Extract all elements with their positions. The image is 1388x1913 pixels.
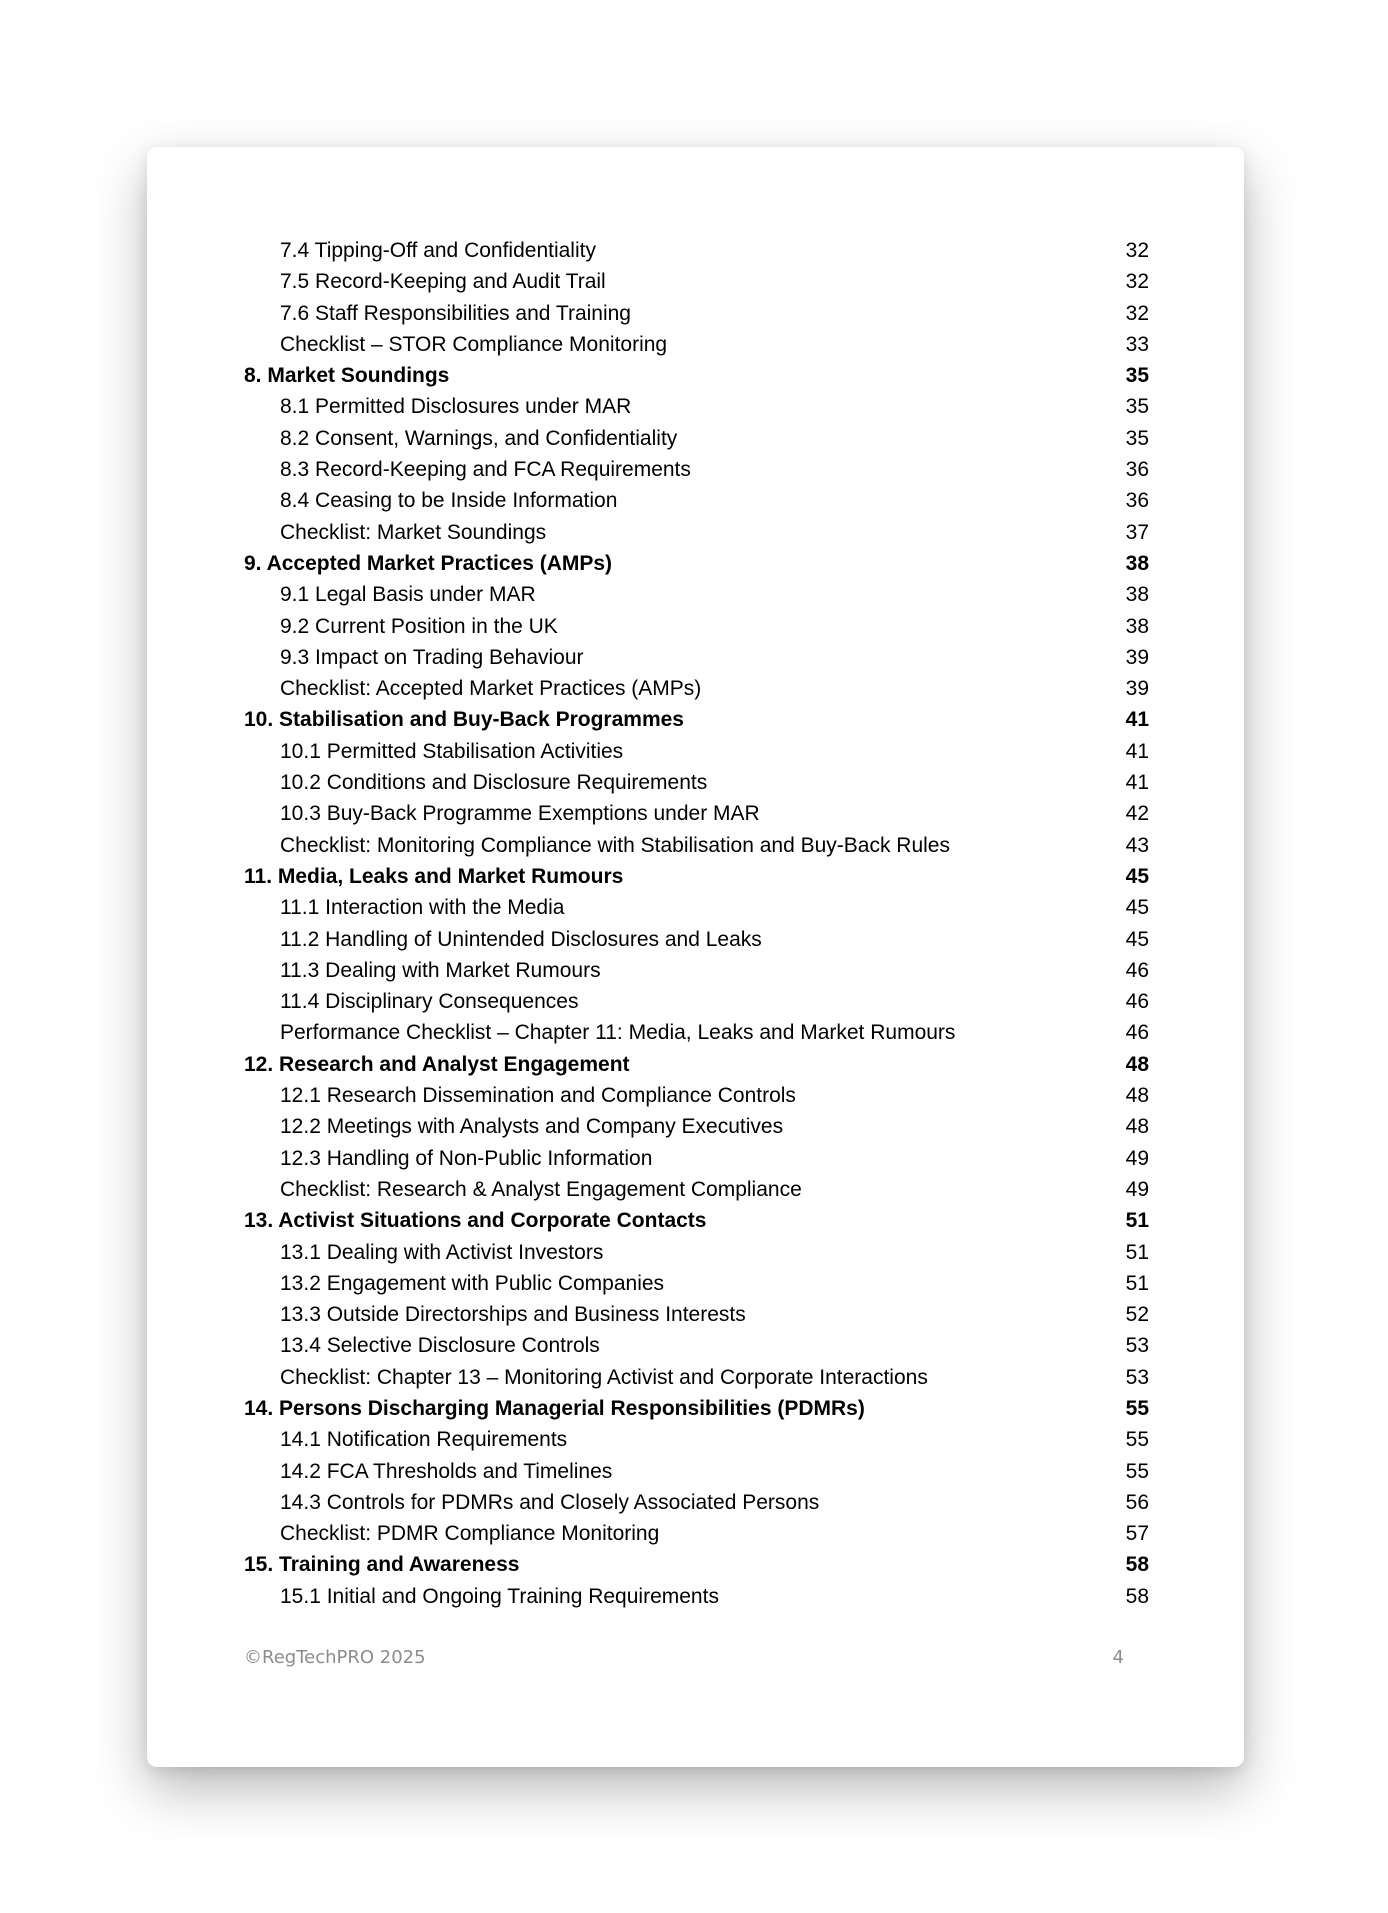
toc-entry-title: 7.4 Tipping-Off and Confidentiality xyxy=(280,239,596,262)
toc-section-entry[interactable] xyxy=(244,736,1149,767)
toc-entry-page-number: 51 xyxy=(1125,1271,1149,1295)
toc-entry-title: 13.3 Outside Directorships and Business Interests xyxy=(280,1303,746,1327)
toc-entry-title: 15.1 Initial and Ongoing Training Requirements xyxy=(280,1584,719,1608)
toc-entry-page-number: 55 xyxy=(1125,1428,1149,1452)
toc-chapter-entry[interactable] xyxy=(244,1549,1149,1580)
toc-entry-page-number: 32 xyxy=(1125,239,1149,262)
toc-entry-title: 10.2 Conditions and Disclosure Requirements xyxy=(280,771,708,795)
toc-entry-title: 11.3 Dealing with Market Rumours xyxy=(280,958,601,982)
toc-entry-page-number: 42 xyxy=(1125,802,1149,826)
toc-entry-title: 14.2 FCA Thresholds and Timelines xyxy=(280,1459,613,1483)
toc-entry-title: Checklist: PDMR Compliance Monitoring xyxy=(280,1522,660,1546)
toc-section-entry[interactable] xyxy=(244,329,1149,360)
toc-section-entry[interactable] xyxy=(244,517,1149,548)
toc-section-entry[interactable] xyxy=(244,1424,1149,1455)
toc-entry-title: 10. Stabilisation and Buy-Back Programmes xyxy=(244,708,684,732)
toc-entry-page-number: 41 xyxy=(1125,771,1149,795)
toc-entry-title: 8.2 Consent, Warnings, and Confidentiality xyxy=(280,426,678,450)
toc-section-entry[interactable] xyxy=(244,1143,1149,1174)
toc-entry-title: 11.2 Handling of Unintended Disclosures and Leaks xyxy=(280,927,762,951)
toc-section-entry[interactable] xyxy=(244,892,1149,923)
toc-entry-title: 8.4 Ceasing to be Inside Information xyxy=(280,489,618,513)
footer-page-number: 4 xyxy=(1112,1647,1124,1668)
toc-entry-title: 11. Media, Leaks and Market Rumours xyxy=(244,864,624,888)
toc-entry-page-number: 53 xyxy=(1125,1365,1149,1389)
toc-section-entry[interactable] xyxy=(244,1174,1149,1205)
toc-entry-title: Checklist: Market Soundings xyxy=(280,520,547,544)
toc-entry-title: 12.2 Meetings with Analysts and Company Executives xyxy=(280,1115,784,1139)
toc-section-entry[interactable] xyxy=(244,642,1149,673)
toc-chapter-entry[interactable] xyxy=(244,360,1149,391)
toc-entry-page-number: 35 xyxy=(1125,364,1149,388)
toc-section-entry[interactable] xyxy=(244,1487,1149,1518)
toc-section-entry[interactable] xyxy=(244,1362,1149,1393)
toc-chapter-entry[interactable] xyxy=(244,1049,1149,1080)
toc-entry-title: 14. Persons Discharging Managerial Responsibilities (PDMRs) xyxy=(244,1396,865,1420)
toc-entry-page-number: 48 xyxy=(1125,1084,1149,1108)
toc-entry-page-number: 46 xyxy=(1125,1021,1149,1045)
toc-section-entry[interactable] xyxy=(244,298,1149,329)
toc-entry-title: 7.6 Staff Responsibilities and Training xyxy=(280,301,631,325)
toc-section-entry[interactable] xyxy=(244,391,1149,422)
toc-entry-title: 9. Accepted Market Practices (AMPs) xyxy=(244,551,613,575)
toc-entry-page-number: 32 xyxy=(1125,270,1149,294)
toc-chapter-entry[interactable] xyxy=(244,548,1149,579)
toc-entry-page-number: 46 xyxy=(1125,958,1149,982)
toc-entry-title: Checklist: Monitoring Compliance with Stabilisation and Buy-Back Rules xyxy=(280,833,950,857)
toc-entry-title: 8.3 Record-Keeping and FCA Requirements xyxy=(280,458,691,482)
toc-section-entry[interactable] xyxy=(244,454,1149,485)
toc-section-entry[interactable] xyxy=(244,1237,1149,1268)
toc-entry-title: 13.1 Dealing with Activist Investors xyxy=(280,1240,604,1264)
toc-entry-page-number: 58 xyxy=(1125,1584,1149,1608)
toc-entry-page-number: 45 xyxy=(1125,927,1149,951)
toc-entry-page-number: 43 xyxy=(1125,833,1149,857)
toc-section-entry[interactable] xyxy=(244,1581,1149,1612)
toc-entry-page-number: 41 xyxy=(1125,708,1149,732)
toc-entry-page-number: 36 xyxy=(1125,489,1149,513)
document-page xyxy=(147,147,1244,1767)
toc-section-entry[interactable] xyxy=(244,767,1149,798)
toc-entry-title: 13. Activist Situations and Corporate Contacts xyxy=(244,1209,707,1233)
toc-section-entry[interactable] xyxy=(244,1111,1149,1142)
toc-entry-title: 11.1 Interaction with the Media xyxy=(280,896,565,920)
toc-entry-title: Checklist: Research & Analyst Engagement Compliance xyxy=(280,1177,802,1201)
toc-entry-page-number: 33 xyxy=(1125,332,1149,356)
toc-entry-title: Performance Checklist – Chapter 11: Media, Leaks and Market Rumours xyxy=(280,1021,956,1045)
toc-entry-title: 12.3 Handling of Non-Public Information xyxy=(280,1146,653,1170)
toc-entry-title: 12. Research and Analyst Engagement xyxy=(244,1052,630,1076)
toc-entry-page-number: 57 xyxy=(1125,1522,1149,1546)
toc-chapter-entry[interactable] xyxy=(244,1393,1149,1424)
toc-entry-page-number: 56 xyxy=(1125,1490,1149,1514)
toc-entry-page-number: 48 xyxy=(1125,1052,1149,1076)
toc-section-entry[interactable] xyxy=(244,1330,1149,1361)
toc-entry-title: Checklist: Chapter 13 – Monitoring Activist and Corporate Interactions xyxy=(280,1365,928,1389)
toc-section-entry[interactable] xyxy=(244,235,1149,266)
toc-section-entry[interactable] xyxy=(244,1080,1149,1111)
toc-entry-page-number: 51 xyxy=(1125,1240,1149,1264)
toc-entry-page-number: 41 xyxy=(1125,739,1149,763)
toc-entry-title: 8.1 Permitted Disclosures under MAR xyxy=(280,395,632,419)
footer-copyright: ©RegTechPRO 2025 xyxy=(244,1647,426,1668)
toc-entry-title: 11.4 Disciplinary Consequences xyxy=(280,990,579,1014)
toc-entry-page-number: 32 xyxy=(1125,301,1149,325)
toc-section-entry[interactable] xyxy=(244,266,1149,297)
toc-entry-page-number: 45 xyxy=(1125,864,1149,888)
toc-section-entry[interactable] xyxy=(244,423,1149,454)
table-of-contents xyxy=(244,235,1149,1612)
toc-entry-title: 13.2 Engagement with Public Companies xyxy=(280,1271,665,1295)
toc-entry-page-number: 49 xyxy=(1125,1146,1149,1170)
toc-section-entry[interactable] xyxy=(244,986,1149,1017)
toc-section-entry[interactable] xyxy=(244,611,1149,642)
toc-chapter-entry[interactable] xyxy=(244,861,1149,892)
toc-entry-title: 14.3 Controls for PDMRs and Closely Associated Persons xyxy=(280,1490,820,1514)
toc-entry-title: Checklist – STOR Compliance Monitoring xyxy=(280,332,668,356)
toc-entry-title: 10.3 Buy-Back Programme Exemptions under MAR xyxy=(280,802,760,826)
toc-section-entry[interactable] xyxy=(244,579,1149,610)
toc-entry-page-number: 37 xyxy=(1125,520,1149,544)
toc-section-entry[interactable] xyxy=(244,1518,1149,1549)
page-footer xyxy=(244,1647,1124,1677)
toc-section-entry[interactable] xyxy=(244,1299,1149,1330)
toc-section-entry[interactable] xyxy=(244,673,1149,704)
toc-section-entry[interactable] xyxy=(244,1268,1149,1299)
toc-section-entry[interactable] xyxy=(244,798,1149,829)
toc-entry-title: 15. Training and Awareness xyxy=(244,1553,520,1577)
toc-entry-page-number: 36 xyxy=(1125,458,1149,482)
toc-chapter-entry[interactable] xyxy=(244,1205,1149,1236)
toc-entry-page-number: 39 xyxy=(1125,645,1149,669)
toc-section-entry[interactable] xyxy=(244,1017,1149,1048)
toc-entry-title: 9.3 Impact on Trading Behaviour xyxy=(280,645,584,669)
toc-entry-page-number: 46 xyxy=(1125,990,1149,1014)
toc-entry-page-number: 51 xyxy=(1125,1209,1149,1233)
toc-section-entry[interactable] xyxy=(244,485,1149,516)
toc-entry-page-number: 49 xyxy=(1125,1177,1149,1201)
toc-entry-page-number: 53 xyxy=(1125,1334,1149,1358)
toc-entry-title: 8. Market Soundings xyxy=(244,364,450,388)
toc-entry-title: 10.1 Permitted Stabilisation Activities xyxy=(280,739,624,763)
toc-entry-page-number: 38 xyxy=(1125,583,1149,607)
toc-entry-page-number: 38 xyxy=(1125,551,1149,575)
toc-section-entry[interactable] xyxy=(244,1456,1149,1487)
toc-entry-title: 9.2 Current Position in the UK xyxy=(280,614,558,638)
toc-entry-page-number: 35 xyxy=(1125,426,1149,450)
toc-entry-title: 9.1 Legal Basis under MAR xyxy=(280,583,536,607)
toc-chapter-entry[interactable] xyxy=(244,704,1149,735)
toc-entry-title: Checklist: Accepted Market Practices (AMPs) xyxy=(280,677,702,701)
toc-entry-title: 7.5 Record-Keeping and Audit Trail xyxy=(280,270,606,294)
toc-entry-title: 13.4 Selective Disclosure Controls xyxy=(280,1334,600,1358)
toc-entry-title: 14.1 Notification Requirements xyxy=(280,1428,568,1452)
toc-section-entry[interactable] xyxy=(244,955,1149,986)
toc-section-entry[interactable] xyxy=(244,924,1149,955)
toc-entry-page-number: 55 xyxy=(1125,1459,1149,1483)
toc-entry-page-number: 55 xyxy=(1125,1396,1149,1420)
toc-entry-title: 12.1 Research Dissemination and Compliance Controls xyxy=(280,1084,796,1108)
toc-entry-page-number: 38 xyxy=(1125,614,1149,638)
toc-entry-page-number: 58 xyxy=(1125,1553,1149,1577)
toc-section-entry[interactable] xyxy=(244,830,1149,861)
toc-entry-page-number: 52 xyxy=(1125,1303,1149,1327)
toc-entry-page-number: 35 xyxy=(1125,395,1149,419)
toc-entry-page-number: 48 xyxy=(1125,1115,1149,1139)
toc-entry-page-number: 45 xyxy=(1125,896,1149,920)
toc-entry-page-number: 39 xyxy=(1125,677,1149,701)
